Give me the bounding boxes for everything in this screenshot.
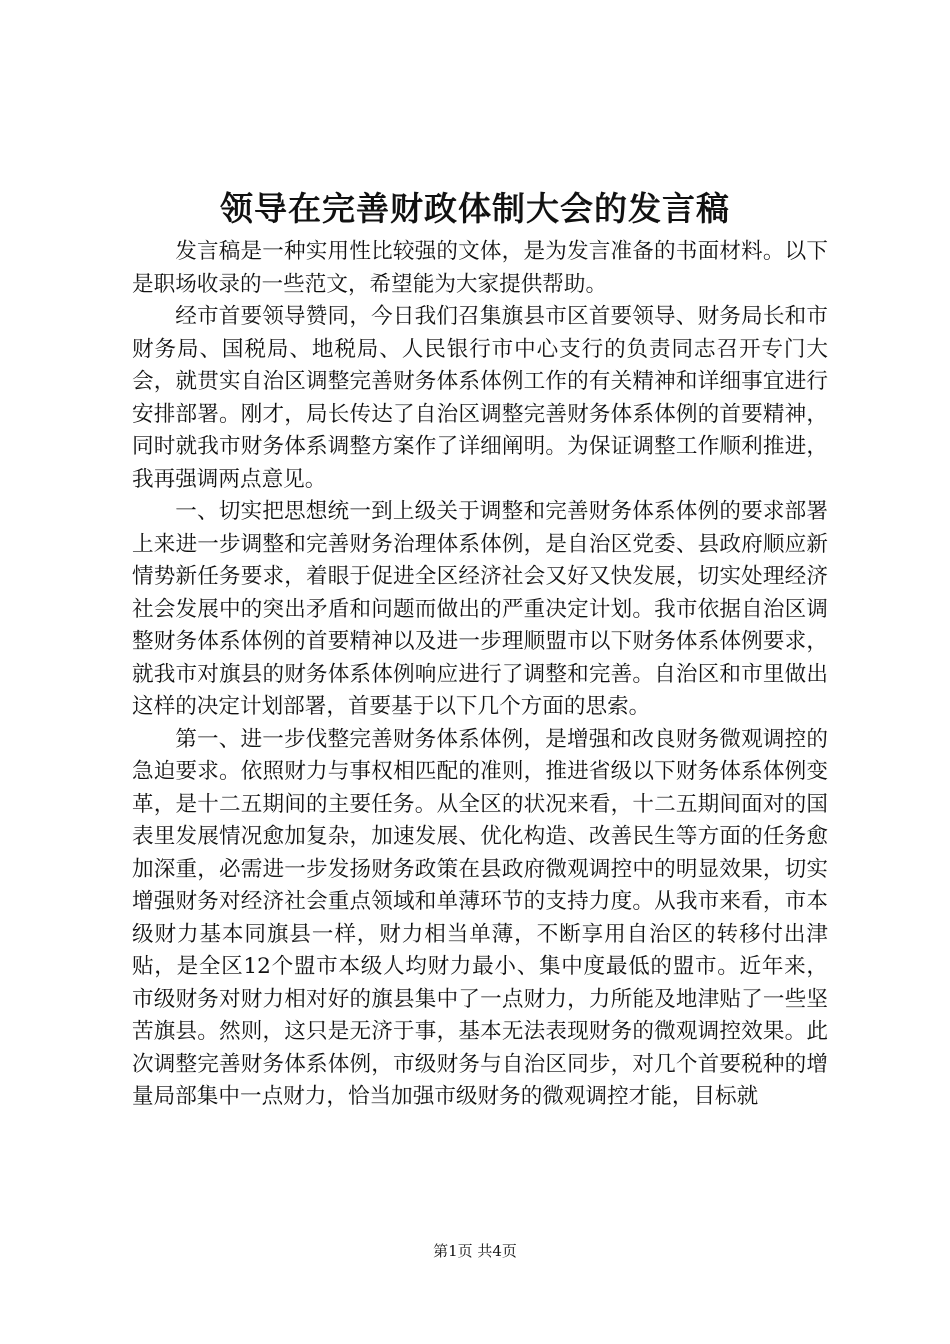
- paragraph-opening: 经市首要领导赞同，今日我们召集旗县市区首要领导、财务局长和市财务局、国税局、地税局、人民银行市中心支行的负责同志召开专门大会，就贯实自治区调整完善财务体系体例工作的有关精神和详细事宜进行安排部署。刚才，局长传达了自治区调整完善财务体系体例的首要精神，同时就我市财务体系调整方案作了详细阐明。为保证调整工作顺利推进，我再强调两点意见。: [132, 304, 828, 492]
- paragraph-section-one: 一、切实把思想统一到上级关于调整和完善财务体系体例的要求部署上来进一步调整和完善财务治理体系体例，是自治区党委、县政府顺应新情势新任务要求，着眼于促进全区经济社会又好又快发展，切实处理经济社会发展中的突出矛盾和问题而做出的严重决定计划。我市依据自治区调整财务体系体例的首要精神以及进一步理顺盟市以下财务体系体例要求，就我市对旗县的财务体系体例响应进行了调整和完善。自治区和市里做出这样的决定计划部署，首要基于以下几个方面的思索。: [132, 499, 828, 719]
- document-title: 领导在完善财政体制大会的发言稿: [220, 189, 730, 228]
- page-number-footer: 第1页 共4页: [433, 1242, 517, 1260]
- paragraph-point-one: 第一、进一步伐整完善财务体系体例，是增强和改良财务微观调控的急迫要求。依照财力与事权相匹配的准则，推进省级以下财务体系体例变革，是十二五期间的主要任务。从全区的状况来看，十二五期间面对的国表里发展情况愈加复杂，加速发展、优化构造、改善民生等方面的任务愈加深重，必需进一步发扬财务政策在县政府微观调控中的明显效果，切实增强财务对经济社会重点领域和单薄环节的支持力度。从我市来看，市本级财力基本同旗县一样，财力相当单薄，不断享用自治区的转移付出津贴，是全区12个盟市本级人均财力最小、集中度最低的盟市。近年来，市级财务对财力相对好的旗县集中了一点财力，力所能及地津贴了一些坚苦旗县。然则，这只是无济于事，基本无法表现财务的微观调控效果。此次调整完善财务体系体例，市级财务与自治区同步，对几个首要税种的增量局部集中一点财力，恰当加强市级财务的微观调控才能，目标就: [132, 726, 828, 1109]
- document-body: [132, 236, 828, 1114]
- paragraph-intro: 发言稿是一种实用性比较强的文体，是为发言准备的书面材料。以下是职场收录的一些范文，希望能为大家提供帮助。: [132, 239, 828, 297]
